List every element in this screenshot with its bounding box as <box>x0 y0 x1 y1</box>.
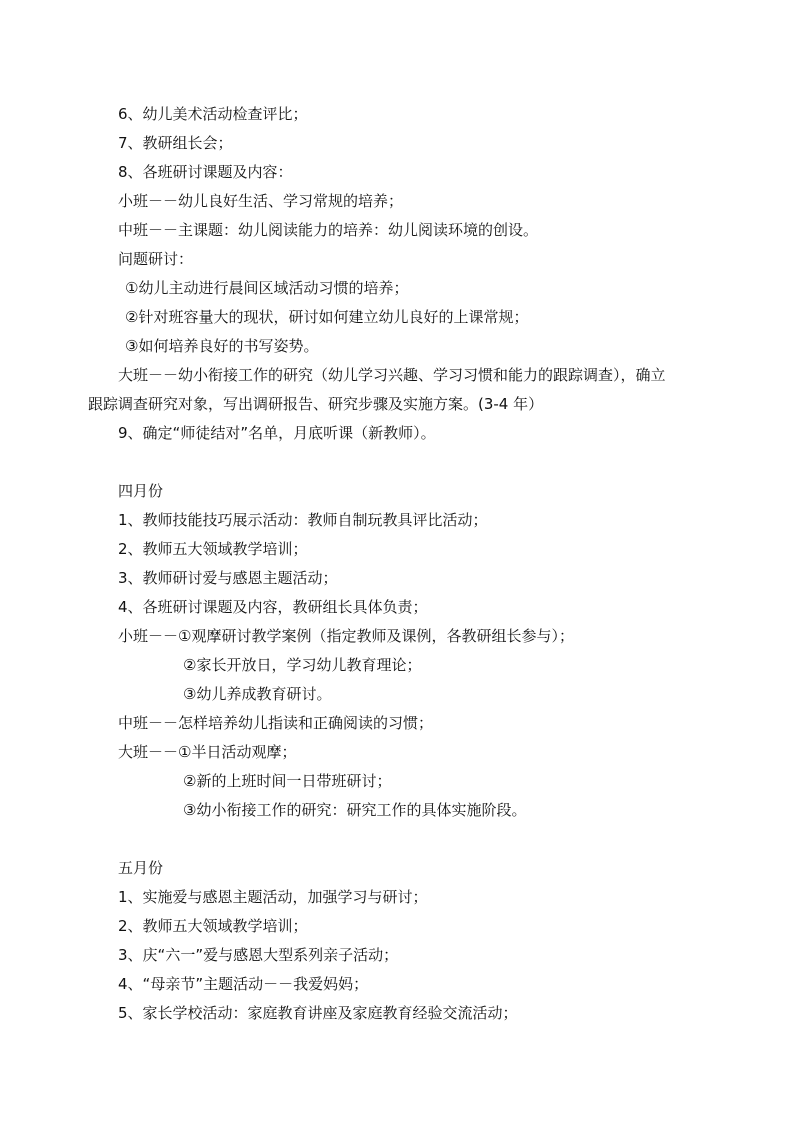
may-item-4: 4、“母亲节”主题活动－－我爱妈妈； <box>118 975 369 993</box>
may-heading: 五月份 <box>118 859 164 877</box>
march-item-6: 6、幼儿美术活动检查评比； <box>118 105 308 123</box>
april-small-class-2: ②家长开放日，学习幼儿教育理论； <box>183 656 422 674</box>
march-item-8: 8、各班研讨课题及内容： <box>118 163 293 181</box>
march-item-7: 7、教研组长会； <box>118 134 233 152</box>
april-item-1: 1、教师技能技巧展示活动：教师自制玩教具评比活动； <box>118 511 488 529</box>
may-item-1: 1、实施爱与感恩主题活动，加强学习与研讨； <box>118 888 428 906</box>
issue-item-1: ①幼儿主动进行晨间区域活动习惯的培养； <box>125 279 409 297</box>
april-large-class-3: ③幼小衔接工作的研究：研究工作的具体实施阶段。 <box>183 801 527 819</box>
april-large-class-1: 大班－－①半日活动观摩； <box>118 743 297 761</box>
large-class-topic: 大班－－幼小衔接工作的研究（幼儿学习兴趣、学习习惯和能力的跟踪调查），确立 <box>118 366 666 384</box>
april-item-4: 4、各班研讨课题及内容，教研组长具体负责； <box>118 598 428 616</box>
middle-class-topic: 中班－－主课题：幼儿阅读能力的培养：幼儿阅读环境的创设。 <box>118 221 539 239</box>
issue-item-2: ②针对班容量大的现状，研讨如何建立幼儿良好的上课常规； <box>125 308 529 326</box>
april-large-class-2: ②新的上班时间一日带班研讨； <box>183 772 392 790</box>
april-small-class-1: 小班－－①观摩研讨教学案例（指定教师及课例，各教研组长参与）； <box>118 627 574 645</box>
april-small-class-3: ③幼儿养成教育研讨。 <box>183 685 332 703</box>
issue-item-3: ③如何培养良好的书写姿势。 <box>125 337 319 355</box>
march-item-9: 9、确定“师徒结对”名单，月底听课（新教师）。 <box>118 424 436 442</box>
issue-discussion-label: 问题研讨： <box>118 250 194 268</box>
may-item-5: 5、家长学校活动：家庭教育讲座及家庭教育经验交流活动； <box>118 1004 518 1022</box>
small-class-topic: 小班－－幼儿良好生活、学习常规的培养； <box>118 192 404 210</box>
may-item-3: 3、庆“六一”爱与感恩大型系列亲子活动； <box>118 946 399 964</box>
may-item-2: 2、教师五大领域教学培训； <box>118 917 308 935</box>
april-item-2: 2、教师五大领域教学培训； <box>118 540 308 558</box>
april-heading: 四月份 <box>118 482 164 500</box>
april-item-3: 3、教师研讨爱与感恩主题活动； <box>118 569 338 587</box>
april-middle-class: 中班－－怎样培养幼儿指读和正确阅读的习惯； <box>118 714 434 732</box>
large-class-topic-continued: 跟踪调查研究对象，写出调研报告、研究步骤及实施方案。(3-4 年） <box>88 395 544 413</box>
